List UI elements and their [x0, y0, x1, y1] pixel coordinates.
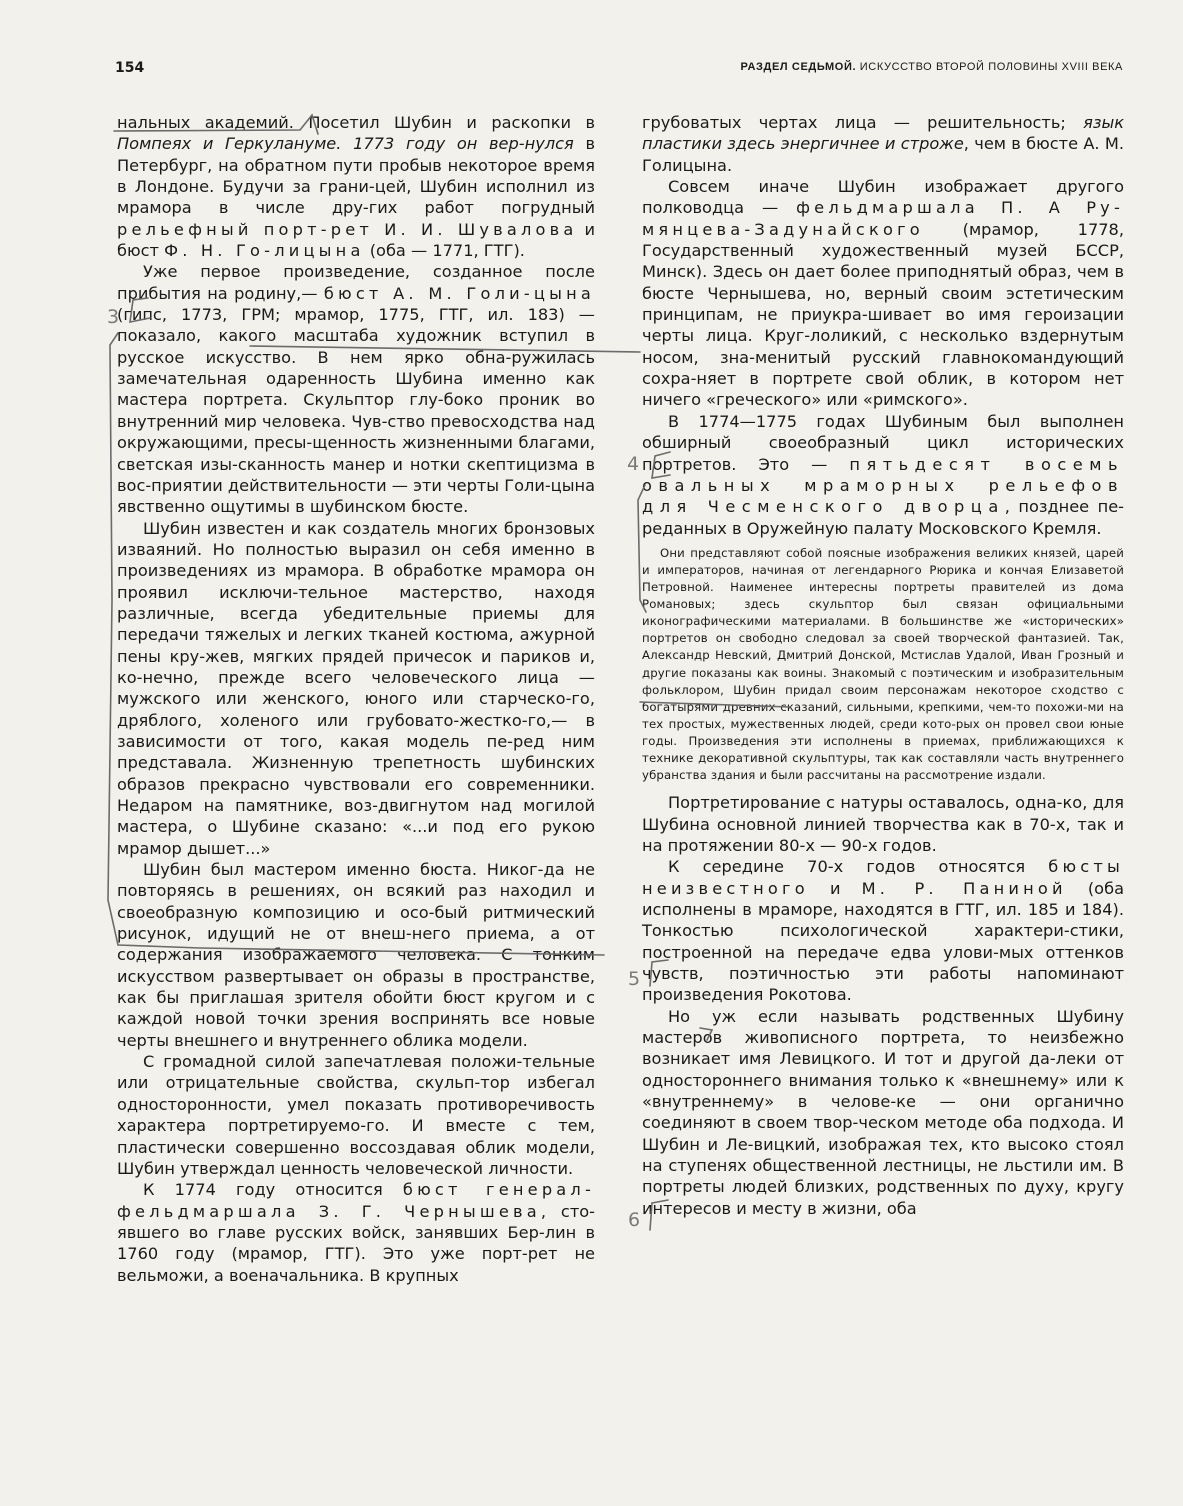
paragraph: С громадной силой запечатлевая положи-тельные или отрицательные свойства, скульп-тор избегал односторонности, умел показать противоречивость характера портретируемо-го. И вместе с тем, пластически совершенно воссоздавая облик модели, Шубин утверждал ценность человеческой личности.	[117, 1052, 595, 1178]
text-run: , позднее пе-реданных в Оружейную палату Московского Кремля.	[642, 497, 1124, 538]
text-run: , чем в бюсте А. М. Голицына.	[642, 134, 1124, 175]
text-run: и	[808, 878, 862, 898]
paragraph	[642, 856, 1124, 1005]
text-run: К 1774 году относится	[143, 1180, 403, 1200]
page-header	[115, 60, 1123, 80]
spaced-run: бюст генерал-фельдмаршала З. Г. Чернышева	[117, 1180, 595, 1221]
right-column	[642, 112, 1124, 1219]
spaced-run: бюсты неизвестного	[642, 857, 1124, 898]
text-run: , сто-явшего во главе русских войск, занявших Бер-лин в 1760 году (мрамор, ГТГ). Это уже порт-рет не вельможи, а военачальника. В крупных	[117, 1201, 595, 1285]
margin-number-4: 4	[627, 453, 640, 475]
text-run: (гипс, 1773, ГРМ; мрамор, 1775, ГТГ, ил. 183) — показало, какого масштаба художник вступил в русское искусство. В нем ярко обна-ружилась замечательная одаренность Шубина именно как мастера портрета. Скульптор глу-боко проник во внутренний мир человека. Чув-ство превосходства над окружающими, пресы-щенность жизненными благами, светская изы-сканность манер и нотки скептицизма в вос-приятии действительности — эти черты Голи-цына явственно ощутимы в шубинском бюсте.	[117, 305, 595, 517]
small-print-note: Они представляют собой поясные изображения великих князей, царей и императоров, начиная от легендарного Рюрика и кончая Елизаветой Петровной. Наименее интересны портреты правителей из дома Романовых; здесь скульптор был связан официальными иконографическими материалами. В большинстве же «исторических» портретов он свободно следовал за своей творческой фантазией. Так, Александр Невский, Дмитрий Донской, Мстислав Удалой, Иван Грозный и другие показаны как воины. Знакомый с поэтическим и изобразительным фольклором, Шубин придал своим персонажам некоторое сходство с богатырями древних сказаний, сильными, крепкими, чем-то похожи-ми на тех простых, мужественных людей, среди кото-рых он провел свои юные годы. Произведения эти исполнены в приемах, приближающихся к технике декоративной скульптуры, так как составляли часть внутреннего убранства здания и были рассчитаны на рассмотрение издали.	[642, 545, 1124, 783]
paragraph	[642, 176, 1124, 411]
paragraph	[117, 1179, 595, 1286]
spaced-run: фельдмаршала П. А Ру-мянцева-Задунайского	[642, 198, 1124, 239]
running-head	[741, 61, 1123, 73]
margin-number-6: 6	[628, 1209, 641, 1231]
text-run: К середине 70-х годов относятся	[668, 857, 1049, 877]
spaced-run: рельефный порт-рет И. И. Шувалова	[117, 219, 578, 239]
paragraph	[642, 112, 1124, 176]
spaced-run: бюст А. М. Голи-цына	[323, 283, 595, 303]
text-run: в Петербург, на обратном пути пробыв некоторое время в Лондоне. Будучи за грани-цей, Шубин исполнил из мрамора в числе дру-гих работ погрудный	[117, 134, 595, 218]
text-run: Уже первое произведение, созданное после прибытия на родину,—	[117, 262, 595, 303]
text-run: (оба исполнены в мраморе, находятся в ГТГ, ил. 185 и 184). Тонкостью психологической характери-стики, построенной на передаче едва улови-мых оттенков чувств, поэтичностью эти работы напоминают произведения Рокотова.	[642, 878, 1124, 1005]
paragraph: Портретирование с натуры оставалось, одна-ко, для Шубина основной линией творчества как в 70-х, так и на протяжении 80-х — 90-х годов.	[642, 793, 1124, 855]
paragraph	[642, 411, 1124, 539]
margin-number-3: 3	[107, 306, 120, 328]
spaced-run: Ф. Н. Го-лицына	[164, 241, 365, 261]
italic-run: язык пластики здесь энергичнее и строже	[642, 113, 1124, 154]
text-run: В 1774—1775 годах Шубиным был выполнен обширный своеобразный цикл исторических портретов. Это —	[642, 411, 1124, 474]
spaced-run: пятьдесят восемь овальных мраморных рельефов для Чесменского дворца	[642, 454, 1124, 517]
paragraph	[117, 112, 595, 261]
paragraph: Шубин известен и как создатель многих бронзовых изваяний. Но полностью выразил он себя именно в произведениях из мрамора. В обработке мрамора он проявил исключи-тельное мастерство, находя различные, всегда убедительные приемы для передачи тяжелых и легких тканей костюма, ажурной пены кру-жев, мягких прядей причесок и париков и, ко-нечно, прежде всего человеческого лица — мужского или женского, юного или старческо-го, дряблого, холеного или грубовато-жестко-го,— в зависимости от того, какая модель пе-ред ним представала. Жизненную трепетность шубинских образов прекрасно чувствовали его современники. Недаром на памятнике, воз-двигнутом над могилой мастера, о Шубине сказано: «...и под его рукою мрамор дышет...»	[117, 518, 595, 858]
text-run: и бюст	[117, 219, 595, 261]
margin-number-5: 5	[628, 968, 641, 990]
text-run: грубоватых чертах лица — решительность;	[642, 113, 1084, 132]
text-run: нальных академий. Посетил Шубин и раскопки в	[117, 113, 595, 132]
text-run: (мрамор, 1778, Государственный художественный музей БССР, Минск). Здесь он дает более приподнятый образ, чем в бюсте Чернышева, но, верный своим эстетическим принципам, не приукра-шивает во имя героизации черты лица. Круг-лоликий, с несколько вздернутым носом, зна-менитый русский главнокомандующий сохра-няет в портрете свой облик, в котором нет ничего «греческого» или «римского».	[642, 219, 1124, 410]
paragraph: Шубин был мастером именно бюста. Никог-да не повторяясь в решениях, он всякий раз находил и своеобразную композицию и осо-бый ритмический рисунок, идущий не от внеш-него приема, а от содержания изображаемого человека. С тонким искусством развертывает он образы в пространстве, как бы приглашая зрителя обойти бюст кругом и с каждой новой точки зрения воспринять все новые черты внешнего и внутреннего облика модели.	[117, 860, 595, 1050]
spaced-run: М. Р. Паниной	[861, 878, 1067, 898]
text-run: Совсем иначе Шубин изображает другого полководца —	[642, 177, 1124, 218]
left-column	[117, 112, 595, 1286]
paragraph	[117, 261, 595, 517]
page-number: 154	[115, 60, 145, 76]
running-head-title: ИСКУССТВО ВТОРОЙ ПОЛОВИНЫ XVIII ВЕКА	[856, 61, 1123, 73]
text-run: (оба — 1771, ГТГ).	[364, 241, 525, 261]
running-head-section: РАЗДЕЛ СЕДЬМОЙ.	[740, 61, 857, 73]
italic-run: Помпеях и Геркулануме. 1773 году он вер-нулся	[117, 134, 574, 154]
paragraph: Но уж если называть родственных Шубину мастеров живописного портрета, то неизбежно возникает имя Левицкого. И тот и другой да-леки от одностороннего внимания только к «внешнему» или к «внутреннему» в челове-ке — они органично соединяют в своем твор-ческом методе оба подхода. И Шубин и Ле-вицкий, изображая тех, кто высоко стоял на ступенях общественной лестницы, не льстили им. В портреты людей близких, родственных по духу, кругу интересов и месту в жизни, оба	[642, 1006, 1124, 1218]
